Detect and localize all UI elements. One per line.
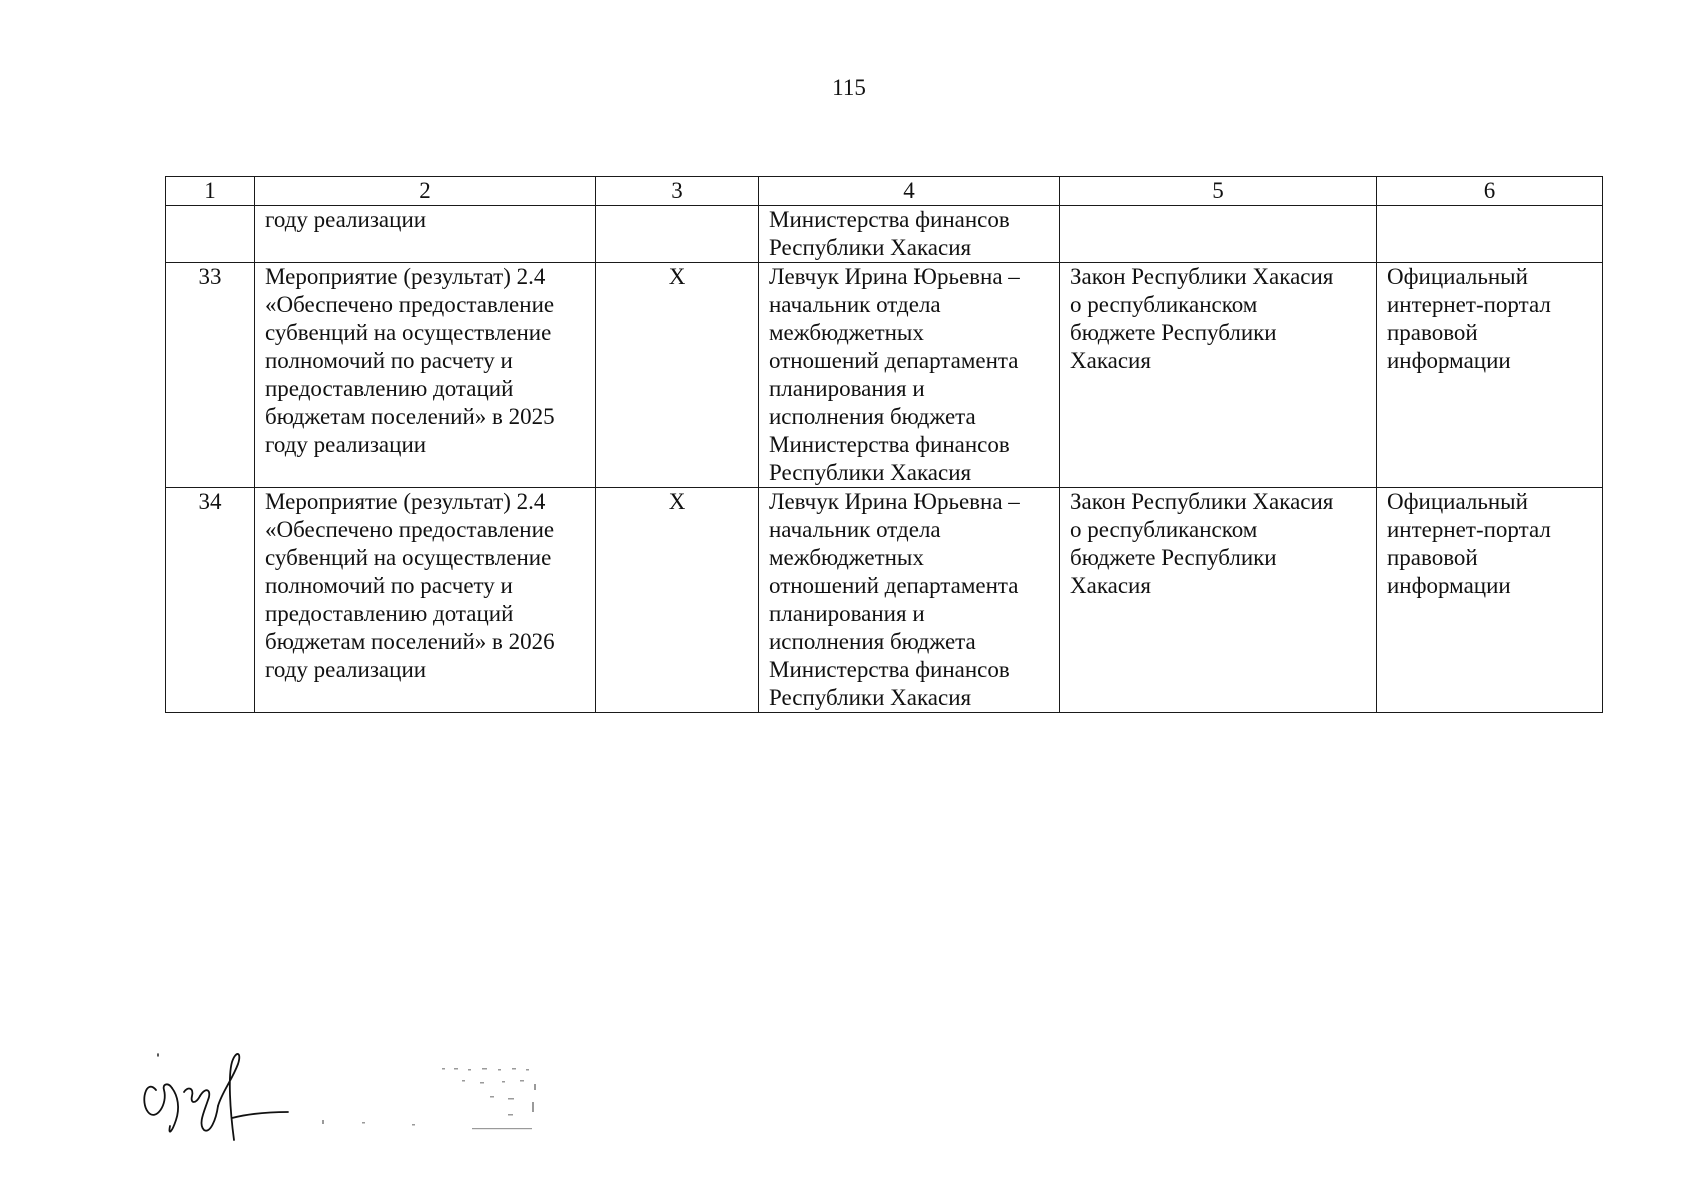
text-line: Закон Республики Хакасия <box>1070 489 1334 514</box>
source-cell <box>1377 488 1603 713</box>
text-line: «Обеспечено предоставление <box>265 292 555 317</box>
text-line: бюджете Республики <box>1070 545 1277 570</box>
text-line: полномочий по расчету и <box>265 573 513 598</box>
text-line: Министерства финансов <box>769 657 1010 682</box>
text-line: году реализации <box>265 207 427 232</box>
text-line: планирования и <box>769 601 925 626</box>
text-line: Республики Хакасия <box>769 460 972 485</box>
table-row-continuation <box>166 206 1603 263</box>
text-line: исполнения бюджета <box>769 629 976 654</box>
text-line: Министерства финансов <box>769 432 1010 457</box>
header-cell-3: 3 <box>596 177 759 206</box>
text-line: году реализации <box>265 432 427 457</box>
text-line: субвенций на осуществление <box>265 320 552 345</box>
text-line: отношений департамента <box>769 348 1019 373</box>
text-line: планирования и <box>769 376 925 401</box>
description-cell <box>255 263 596 488</box>
table-row <box>166 263 1603 488</box>
text-line: Министерства финансов <box>769 207 1010 232</box>
document-table <box>165 176 1603 713</box>
text-line: интернет-портал <box>1387 292 1551 317</box>
stamp-residue <box>322 1062 544 1142</box>
text-line: о республиканском <box>1070 517 1258 542</box>
source-cell <box>1377 206 1603 263</box>
text-line: межбюджетных <box>769 320 924 345</box>
header-cell-5: 5 <box>1060 177 1377 206</box>
mark-cell: Х <box>596 263 759 488</box>
text-line: Левчук Ирина Юрьевна – <box>769 264 1020 289</box>
num-cell: 34 <box>166 488 255 713</box>
num-cell <box>166 206 255 263</box>
num-cell: 33 <box>166 263 255 488</box>
text-line: начальник отдела <box>769 292 941 317</box>
text-line: Официальный <box>1387 489 1528 514</box>
text-line: о республиканском <box>1070 292 1258 317</box>
responsible-cell <box>759 263 1060 488</box>
text-line: исполнения бюджета <box>769 404 976 429</box>
page-number: 115 <box>832 75 866 100</box>
text-line: бюджете Республики <box>1070 320 1277 345</box>
text-line: Закон Республики Хакасия <box>1070 264 1334 289</box>
text-line: субвенций на осуществление <box>265 545 552 570</box>
text-line: Республики Хакасия <box>769 235 972 260</box>
text-line: информации <box>1387 348 1511 373</box>
description-cell <box>255 488 596 713</box>
text-line: бюджетам поселений» в 2026 <box>265 629 555 654</box>
document-cell <box>1060 488 1377 713</box>
text-line: интернет-портал <box>1387 517 1551 542</box>
mark-cell: Х <box>596 488 759 713</box>
text-line: Мероприятие (результат) 2.4 <box>265 264 546 289</box>
text-line: начальник отдела <box>769 517 941 542</box>
text-line: предоставлению дотаций <box>265 601 514 626</box>
text-line: полномочий по расчету и <box>265 348 513 373</box>
signature <box>138 1040 308 1150</box>
text-line: Республики Хакасия <box>769 685 972 710</box>
responsible-cell <box>759 206 1060 263</box>
document-cell <box>1060 206 1377 263</box>
header-cell-4: 4 <box>759 177 1060 206</box>
mark-cell <box>596 206 759 263</box>
text-line: предоставлению дотаций <box>265 376 514 401</box>
text-line: правовой <box>1387 320 1478 345</box>
text-line: правовой <box>1387 545 1478 570</box>
text-line: «Обеспечено предоставление <box>265 517 555 542</box>
responsible-cell <box>759 488 1060 713</box>
text-line: Мероприятие (результат) 2.4 <box>265 489 546 514</box>
header-cell-6: 6 <box>1377 177 1603 206</box>
text-line: информации <box>1387 573 1511 598</box>
header-cell-2: 2 <box>255 177 596 206</box>
document-cell <box>1060 263 1377 488</box>
header-cell-1: 1 <box>166 177 255 206</box>
description-cell <box>255 206 596 263</box>
table-header-row <box>166 177 1603 206</box>
text-line: отношений департамента <box>769 573 1019 598</box>
source-cell <box>1377 263 1603 488</box>
text-line: Хакасия <box>1070 348 1151 373</box>
text-line: году реализации <box>265 657 427 682</box>
table-row <box>166 488 1603 713</box>
text-line: Левчук Ирина Юрьевна – <box>769 489 1020 514</box>
text-line: Официальный <box>1387 264 1528 289</box>
text-line: Хакасия <box>1070 573 1151 598</box>
text-line: бюджетам поселений» в 2025 <box>265 404 555 429</box>
text-line: межбюджетных <box>769 545 924 570</box>
